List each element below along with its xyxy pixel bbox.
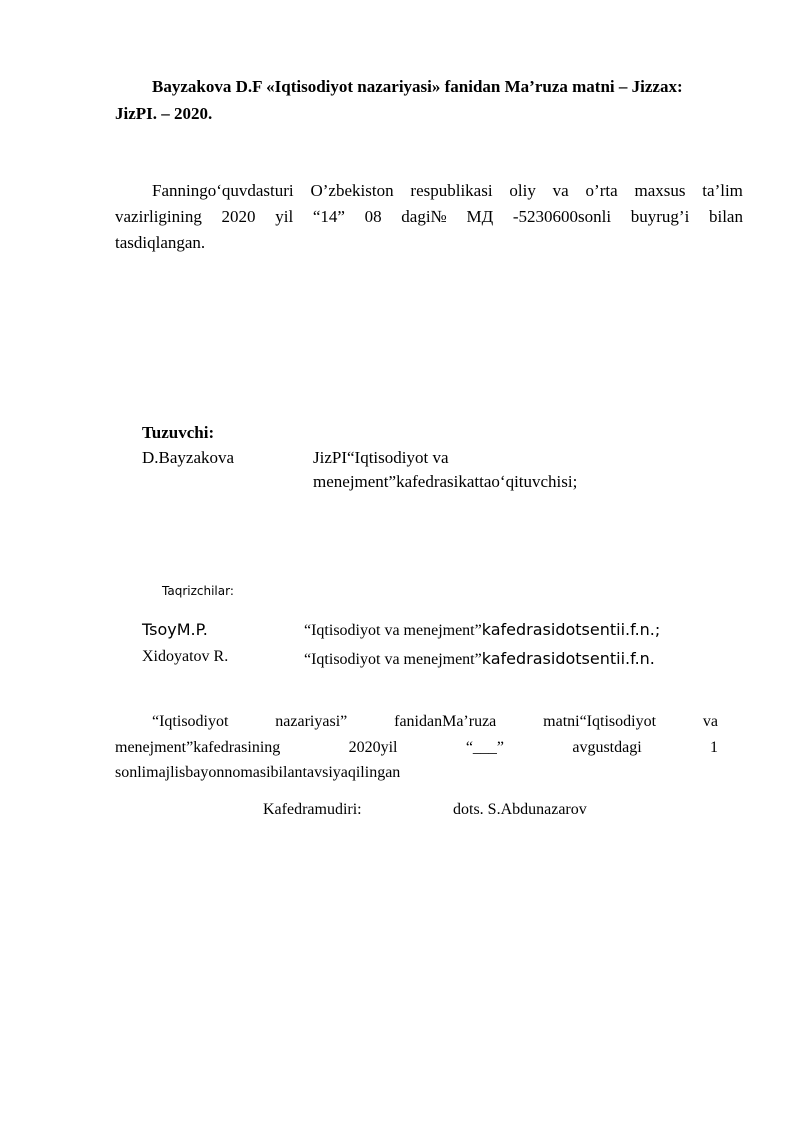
word: 2020yil: [348, 739, 398, 756]
word: Fanningo‘quvdasturi: [152, 181, 294, 200]
word: “14”: [312, 207, 345, 226]
word: matni“Iqtisodiyot: [543, 713, 657, 730]
word: O’zbekiston: [310, 181, 394, 200]
word: ta’lim: [702, 181, 743, 200]
word: maxsus: [634, 181, 686, 200]
word: 08: [364, 207, 382, 226]
word: menejment”kafedrasining: [115, 739, 281, 756]
word: va: [552, 181, 569, 200]
reviewer-position-text: “Iqtisodiyot va menejment”: [304, 651, 482, 668]
word: -5230600sonli: [512, 207, 612, 226]
approval-line-2: [115, 207, 743, 227]
word: yil: [275, 207, 294, 226]
word: respublikasi: [410, 181, 493, 200]
reviewer-position-text: “Iqtisodiyot va menejment”: [304, 622, 482, 639]
word: o’rta: [585, 181, 618, 200]
word: va: [702, 713, 718, 730]
word: 2020: [221, 207, 256, 226]
word: oliy: [509, 181, 536, 200]
head-of-department-label: Kafedramudiri:: [263, 801, 362, 818]
reviewers-label: Taqrizchilar:: [162, 584, 234, 598]
reviewer-name: TsoyM.P.: [142, 620, 208, 639]
author-position-line-2: menejment”kafedrasikattao‘qituvchisi;: [313, 472, 578, 491]
author-label: Tuzuvchi:: [142, 423, 215, 442]
author-position-line-1: JizPI“Iqtisodiyot va: [313, 448, 449, 467]
word: nazariyasi”: [275, 713, 348, 730]
word: fanidanMa’ruza: [394, 713, 497, 730]
heading-line-2: JizPI. – 2020.: [115, 104, 213, 123]
reviewer-position: [304, 649, 655, 669]
reviewer-position: [304, 620, 660, 640]
word: vazirligining: [115, 207, 202, 226]
head-of-department-name: dots. S.Abdunazarov: [453, 801, 587, 818]
word: “___”: [465, 739, 505, 756]
recommendation-line-2: [115, 739, 718, 757]
word: dagi№: [401, 207, 447, 226]
word: МД: [466, 207, 494, 226]
heading-line-1: Bayzakova D.F «Iqtisodiyot nazariyasi» fanidan Ma’ruza matni – Jizzax:: [152, 77, 683, 96]
reviewer-name: Xidoyatov R.: [142, 648, 229, 665]
author-name: D.Bayzakova: [142, 448, 235, 467]
word: “Iqtisodiyot: [152, 713, 229, 730]
word: bilan: [708, 207, 743, 226]
reviewer-position-text: kafedrasidotsentii.f.n.;: [481, 620, 661, 639]
recommendation-line-1: [152, 713, 718, 731]
approval-line-3: tasdiqlangan.: [115, 233, 206, 252]
reviewer-position-text: kafedrasidotsentii.f.n.: [481, 649, 655, 668]
approval-line-1: [152, 181, 743, 201]
word: avgustdagi: [572, 739, 642, 756]
word: buyrug’i: [630, 207, 690, 226]
recommendation-line-3: sonlimajlisbayonnomasibilantavsiyaqilingan: [115, 764, 401, 781]
word: 1: [710, 739, 718, 756]
